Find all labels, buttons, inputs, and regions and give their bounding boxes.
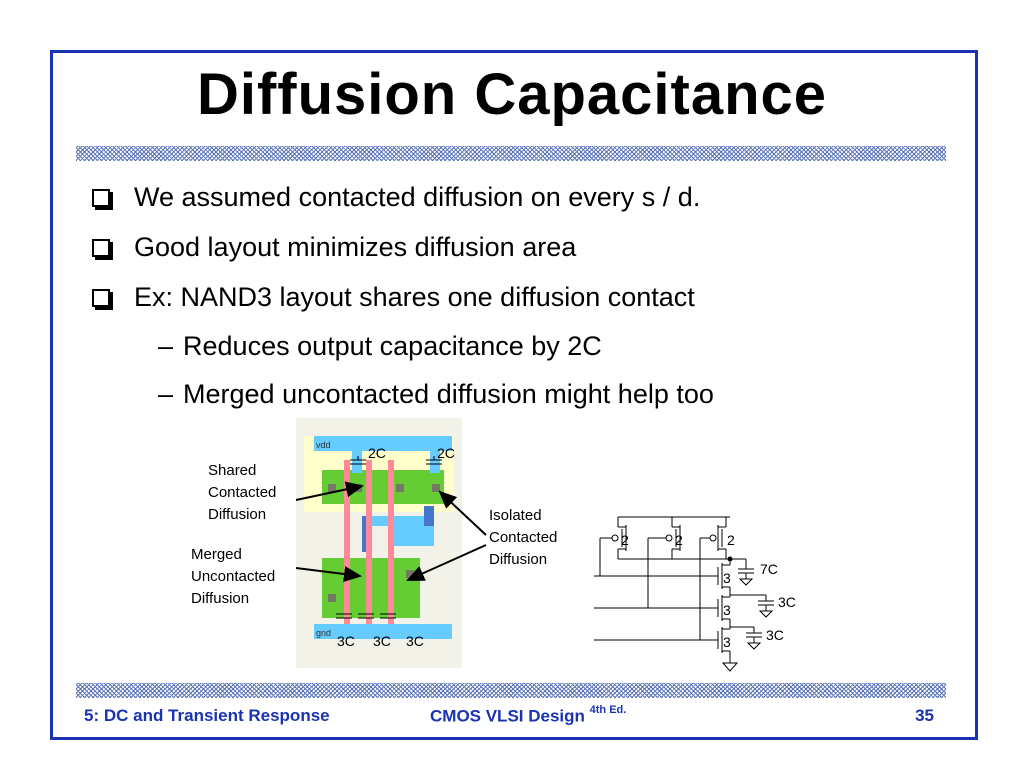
checkbox-bullet-icon: [92, 189, 110, 207]
dash-marker: –: [158, 379, 174, 409]
pmos-transistor: [700, 517, 726, 559]
callout-line: Merged: [191, 546, 242, 563]
sub-bullet-1: [158, 329, 602, 363]
bullet-item-2: [92, 230, 576, 264]
poly-gate: [366, 460, 372, 628]
bullet-item-3: [92, 280, 695, 314]
nmos-size-label: 3: [723, 602, 731, 618]
contact: [396, 484, 404, 492]
vdd-label: vdd: [316, 440, 331, 450]
callout-line: Contacted: [208, 484, 277, 501]
cap-label-2c: 2C: [368, 445, 386, 461]
bullet-text-2: Good layout minimizes diffusion area: [134, 232, 577, 262]
bullet-text-3: Ex: NAND3 layout shares one diffusion contact: [134, 282, 695, 312]
cap-label-3c: 3C: [337, 633, 355, 649]
contact: [354, 484, 362, 492]
nmos-size-label: 3: [723, 570, 731, 586]
output-metal: [362, 516, 434, 526]
footer-edition: 4th Ed.: [589, 704, 627, 716]
sub-bullet-text-2: Merged uncontacted diffusion might help too: [183, 379, 714, 409]
nand3-layout-figure: [296, 418, 462, 668]
footer-chapter: 5: DC and Transient Response: [84, 706, 330, 725]
slide-title: Diffusion Capacitance: [196, 62, 828, 127]
footer-divider: [76, 683, 946, 698]
bullet-text-1: We assumed contacted diffusion on every s / d.: [134, 182, 701, 212]
contact: [406, 570, 414, 578]
poly-gate: [388, 460, 394, 628]
cap-symbol: [738, 559, 754, 585]
pmos-size-label: 2: [621, 532, 629, 548]
contact: [328, 484, 336, 492]
cap-label-3c: 3C: [406, 633, 424, 649]
sub-bullet-2: [158, 377, 714, 411]
callout-line: Diffusion: [489, 551, 548, 568]
callout-line: Uncontacted: [191, 568, 276, 585]
metal-strap: [352, 451, 362, 473]
bullet-item-1: [92, 180, 700, 214]
callout-merged: [191, 544, 275, 610]
poly-gate: [344, 460, 350, 628]
callout-line: Contacted: [489, 529, 558, 546]
contact: [328, 594, 336, 602]
page-number: 35: [915, 706, 934, 725]
callout-line: Isolated: [489, 507, 542, 524]
cap-symbol: [730, 595, 774, 617]
cap-label-2c: 2C: [437, 445, 455, 461]
cap-symbol: [730, 627, 762, 649]
pmos-size-label: 2: [727, 532, 735, 548]
output-node-dot: [728, 557, 733, 562]
checkbox-bullet-icon: [92, 239, 110, 257]
node-cap-label: 7C: [760, 561, 778, 577]
footer-book-name: CMOS VLSI Design: [430, 706, 585, 726]
checkbox-bullet-icon: [92, 289, 110, 307]
title-divider: [76, 146, 946, 161]
gnd-label: gnd: [316, 628, 332, 638]
node-cap-label: 3C: [778, 594, 796, 610]
footer-book-title: [430, 706, 626, 727]
sub-bullet-text-1: Reduces output capacitance by 2C: [183, 331, 602, 361]
node-cap-label: 3C: [766, 627, 784, 643]
dash-marker: –: [158, 331, 174, 361]
contact: [432, 484, 440, 492]
callout-shared: [208, 460, 276, 526]
callout-isolated: [489, 505, 557, 571]
callout-line: Diffusion: [191, 590, 250, 607]
nand3-schematic: [580, 505, 820, 680]
ground-symbol: [723, 663, 737, 671]
callout-line: Shared: [208, 462, 257, 479]
cap-label-3c: 3C: [373, 633, 391, 649]
pmos-diffusion: [322, 470, 444, 504]
callout-line: Diffusion: [208, 506, 267, 523]
output-metal: [394, 526, 434, 546]
pmos-size-label: 2: [675, 532, 683, 548]
nmos-size-label: 3: [723, 634, 731, 650]
